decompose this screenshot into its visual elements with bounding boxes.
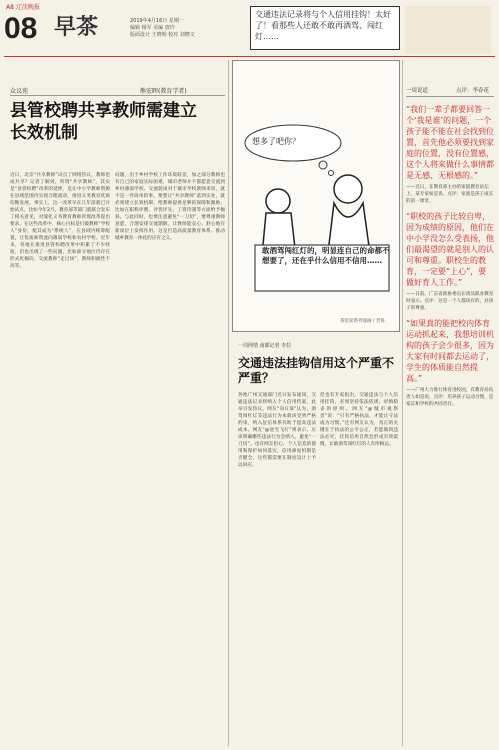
sidebar-quote: “我们一辈子都要回答一个‘我是谁’的问题，一个孩子能不能在社会找到位置，首先他必须要找到家庭的位置，没有位置感，这个人将来做什么事情都是无感、无根感的。”: [406, 105, 494, 180]
cartoon-caption: 敢酒驾闯红灯的，明显连自己的命都不想要了，还在乎什么信用不信用……: [262, 246, 390, 265]
meta-line: 2019年4月16日 星期一: [130, 18, 184, 24]
masthead-meta: [130, 18, 195, 39]
sidebar-divider: [402, 60, 403, 746]
page-number: 08: [4, 12, 38, 45]
sidebar-quote: “如果真的能把校内体育运动抓起来，我想培训机构的孩子会少很多，因为大家有时间都去运动了，学生的体质能自然提高。”: [406, 319, 494, 383]
article2-body-column-1: 各地广州交通部门近日发布通知，交通违法记录将纳入个人信用档案，此举引发热议。网友“向日葵”认为，酒驾闯红灯等违法行为本就该受到严格约束，纳入征信体系有助于提高违法成本。网友“@逆光飞行”则表示，应该明确哪些违法行为会纳入，避免“一刀切”。也有网友担心，个人信息的使用和保护如何落实，信用修复机制是否健全，这些都需要在制度设计上予以回应。: [238, 393, 316, 468]
sidebar-note: ——广州大力推行体育进校园，有教育局负责人如是说。点评：培养孩子运动习惯，是家长和学校的共同责任。: [406, 388, 494, 407]
header-divider: [4, 56, 495, 57]
sidebar-note: ——近日，在教育部主办的家庭教育论坛上，某专家如是说。点评：家庭是孩子成长的第一课堂。: [406, 185, 494, 204]
column-author: 熊宏晖(教育学者): [140, 88, 187, 95]
meta-line: 编辑 杨军 美编 唐玲: [130, 25, 175, 31]
sidebar-content: [406, 104, 494, 408]
sidebar-quote: “职校的孩子比较自卑，因为成绩的原因，他们在中小学没怎么受表扬，他们最渴望的就是别人的认可和尊重。职校生的教育，一定要“上心”，要做好育人工作。”: [406, 212, 494, 287]
cartoon-panel: [232, 60, 400, 332]
column-tag: 众议苑: [10, 88, 29, 95]
masthead-brand: A8 辽沈晚报: [6, 4, 40, 11]
column-divider: [228, 60, 229, 746]
article2-body-column-2: 但也有专家指出，交通违法与个人信用挂钩，必须坚持依法依规、审慎稳妥的原则。网友“@城市观察者”说：“只有严格执法，才能让守法成为习惯。”还有网友认为，真正的关键在于执法的公平公正，若能做到违法必究，挂钩信用自然会形成有效震慑，让敢酒驾闯红灯的人有所顾忌。: [320, 393, 398, 447]
article2-byline: 一周网情 南都记者 李拉: [238, 343, 292, 349]
sidebar-column-tag: 一周说道: [406, 88, 429, 94]
sidebar-column-author: 点评：李春花: [456, 88, 490, 94]
cartoon-thought-text: 想多了吧你？: [252, 137, 300, 146]
article-body-column-2: 问题，出于乡村学校工作环境较差，加之部分教师也有自己的家庭实际困难，城市老师并不都愿意交流到乡村薄弱学校。交流轮岗对于城市学校教师来说，就不是一件简单的事。要想让“共享教师”落到实处，就必须建立长效机制，给教师提供足够的保障和激励，比如在职称评聘、评优评先、工资待遇等方面给予倾斜。与此同时，也要注意避免“一刀切”，要尊重教师意愿，合理安排交流期限，让教师能安心、舒心地在新岗位上发挥作用。这是打造高质量教育体系、推动城乡教育一体化的应有之义。: [115, 173, 225, 241]
article-body-column-1: 近日，北京“共享教师”试点了网络热议，教师也成共享？记者了解到，所谓“共享教师”，其实是“县管校聘”改革的延伸，是让中小学教师资源在县域范围内实现合理流动，推进义务教育优质均衡发展。事实上，这一改革早在几年前就已开始试点，比如今年2月，教育部等部门就联合发布了相关意见，对深化义务教育教师管理改革提出要求。在这些改革中，核心目标是打破教师“学校人”身份，使其成为“系统人”，在县域内统筹配置，让优质师资流向薄弱学校和农村学校。近年来，各地在推进县管校聘改革中积累了不少经验，但也出现了一些问题，比如部分地区仍存在形式化倾向，交流教师“走过场”，教师积极性不高等。: [10, 173, 110, 269]
page-name: 早茶: [54, 15, 99, 40]
main-headline: 县管校聘共享教师需建立长效机制: [10, 101, 197, 143]
cartoon-credit: 茶馆家系列漫画 / 老鲁: [340, 319, 385, 324]
top-speech-box: 交通违法记录将与个人信用挂钩！太好了！看那些人还敢不敢再酒驾、闯红灯……: [250, 6, 400, 50]
cartoon-illustration: [233, 61, 399, 331]
section-rule: [10, 95, 225, 96]
sidebar-note: ——日前，广东省政协委员在谈及职业教育时表示。点评：这是一个人都该有的、对孩子的尊重。: [406, 292, 494, 311]
decorative-strip: [405, 6, 491, 54]
sidebar-rule: [406, 96, 494, 97]
article2-headline: 交通违法挂钩信用这个严重不严重？: [238, 356, 395, 385]
meta-line: 版面设计 王晓明 校对 刘晓文: [130, 32, 195, 38]
